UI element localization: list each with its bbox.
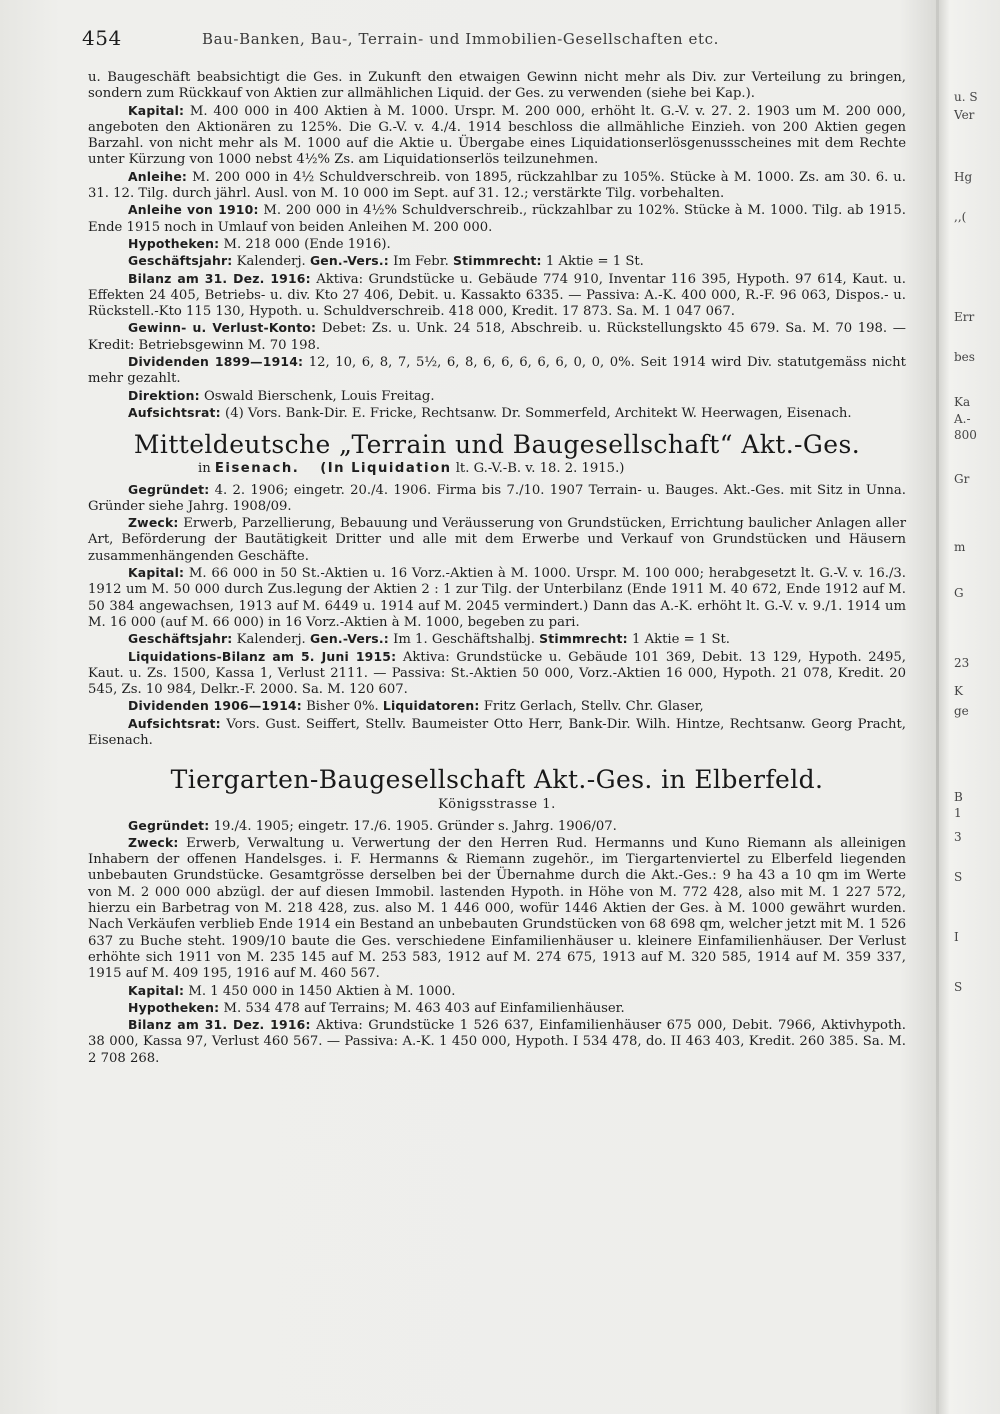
margin-fragment: S — [954, 870, 963, 884]
margin-fragment: G — [954, 586, 964, 600]
liquidation-label: (In Liquidation — [320, 461, 452, 477]
entry-text: 19./4. 1905; eingetr. 17./6. 1905. Gründer s. Jahrg. 1906/07. — [213, 818, 617, 834]
entry-text: M. 1 450 000 in 1450 Aktien à M. 1000. — [188, 983, 456, 999]
entry — [88, 354, 906, 388]
entry-text: 12, 10, 6, 8, 7, 5½, 6, 8, 6, 6, 6, 6, 6, 0, 0, 0%. Seit 1914 wird Div. statutgemäss nicht mehr gezahlt. — [88, 355, 906, 387]
entry-text: Erwerb, Parzellierung, Bebauung und Veräusserung von Grundstücken, Errichtung baulicher Anlagen aller Art, Beförderung der Bautätigkeit Dritter und alle mit dem Erwerbe und Verkauf von Grundstücken und Häusern zusammenhängenden Geschäfte. — [88, 516, 906, 564]
entry-label: Gewinn- u. Verlust-Konto: — [128, 320, 317, 336]
margin-fragment: ge — [954, 704, 969, 718]
entry-text: Aktiva: Grundstücke 1 526 637, Einfamilienhäuser 675 000, Debit. 7966, Aktivhypoth. 38 000, Kassa 97, Verlust 460 567. — Passiva: A.-K. 1 450 000, Hypoth. I 534 478, do. II 463 403, Kredit. 260 385. Sa. M. 2 708 268. — [88, 1018, 906, 1066]
entry — [88, 515, 906, 565]
entry-label: Dividenden 1899—1914: — [128, 354, 304, 370]
margin-fragment: Gr — [954, 472, 970, 486]
entry-text: Aktiva: Grundstücke u. Gebäude 101 369, Debit. 13 129, Hypoth. 2495, Kaut. u. Zs. 1500, Kassa 1, Verlust 2111. — Passiva: St.-Aktien 50 000, Vorz.-Aktien 16 000, Hypoth. 21 078, Kredit. 20 545, Zs. 10 984, Delkr.-F. 2000. Sa. M. 120 607. — [88, 649, 906, 698]
company-title-tiergarten: Tiergarten-Baugesellschaft Akt.-Ges. in Elberfeld. — [170, 765, 824, 795]
entry — [88, 482, 906, 516]
margin-fragment: B — [954, 790, 963, 804]
margin-fragment: Hg — [954, 170, 973, 184]
entry-text: Debet: Zs. u. Unk. 24 518, Abschreib. u. Rückstellungskto 45 679. Sa. M. 70 198. — Kredit: Betriebsgewinn M. 70 198. — [88, 321, 906, 353]
entry-text: Kalenderj. — [236, 632, 306, 648]
entry-label: Gegründet: — [128, 481, 210, 497]
entry — [88, 405, 906, 422]
margin-fragment: Ver — [954, 108, 975, 122]
entry-label: Dividenden 1906—1914: — [128, 698, 302, 714]
entry-label: Zweck: — [128, 834, 179, 850]
company3-entries — [88, 818, 906, 1067]
entry-label: Stimmrecht: — [453, 253, 542, 269]
entry-text: M. 200 000 in 4½ Schuldverschreib. von 1895, rückzahlbar zu 105%. Stücke à M. 1000. Zs. am 30. 6. u. 31. 12. Tilg. durch jährl. Ausl. von M. 10 000 im Sept. auf 31. 12.; verstärkte Tilg. vorbehalten. — [88, 169, 906, 202]
page-header — [82, 26, 902, 56]
section1-entries — [88, 103, 906, 423]
running-head: Bau-Banken, Bau-, Terrain- und Immobilien-Gesellschaften etc. — [202, 30, 719, 48]
company2-entries — [88, 482, 906, 750]
company-city: Eisenach. — [214, 461, 300, 477]
entry-label: Aufsichtsrat: — [128, 715, 221, 731]
entry — [88, 698, 906, 715]
entry — [88, 1017, 906, 1067]
adjacent-page-margin — [950, 70, 1000, 1400]
entry — [88, 169, 906, 203]
entry-text: Im 1. Geschäftshalbj. — [393, 632, 535, 648]
entry-label: Kapital: — [128, 982, 185, 998]
entry-label: Anleihe von 1910: — [128, 202, 259, 218]
margin-fragment: Err — [954, 310, 975, 324]
entry-label: Anleihe: — [128, 168, 188, 184]
entry-text: M. 534 478 auf Terrains; M. 463 403 auf Einfamilienhäuser. — [223, 1000, 625, 1016]
margin-fragment: S — [954, 980, 963, 994]
entry-label: Kapital: — [128, 102, 185, 118]
entry-label: Direktion: — [128, 387, 200, 403]
entry-text: Oswald Bierschenk, Louis Freitag. — [203, 388, 435, 404]
page-edge-shadow — [936, 0, 939, 1414]
margin-fragment: bes — [954, 350, 975, 364]
entry — [88, 983, 906, 1000]
entry-label: Geschäftsjahr: — [128, 253, 233, 269]
company-subtitle — [198, 461, 906, 477]
margin-fragment: u. S — [954, 90, 978, 104]
margin-fragment: ,,( — [954, 210, 967, 224]
liquidation-detail: lt. G.-V.-B. v. 18. 2. 1915.) — [455, 461, 625, 477]
margin-fragment: 3 — [954, 830, 962, 844]
margin-fragment: Ka — [954, 395, 971, 409]
entry — [88, 565, 906, 631]
entry — [88, 103, 906, 169]
entry — [88, 835, 906, 983]
entry-label: Aufsichtsrat: — [128, 404, 221, 420]
entry-text: Vors. Gust. Seiffert, Stellv. Baumeister Otto Herr, Bank-Dir. Wilh. Hintze, Rechtsanw. Georg Pracht, Eisenach. — [88, 716, 906, 748]
entry-text: M. 200 000 in 4½% Schuldverschreib., rückzahlbar zu 102%. Stücke à M. 1000. Tilg. ab 1915. Ende 1915 noch in Umlauf von beiden Anleihen M. 200 000. — [88, 203, 906, 235]
entry-label: Liquidatoren: — [382, 698, 480, 714]
entry-text: Bisher 0%. — [306, 699, 379, 715]
section-intro: u. Baugeschäft beabsichtigt die Ges. in Zukunft den etwaigen Gewinn nicht mehr als Div. zur Verteilung zu bringen, sondern zum Rückkauf von Aktien zur allmählichen Liquid. der Ges. zu verwenden (siehe bei Kap.). — [88, 70, 906, 102]
entry-text: M. 400 000 in 400 Aktien à M. 1000. Urspr. M. 200 000, erhöht lt. G.-V. v. 27. 2. 1903 um M. 200 000, angeboten den Aktionären zu 125%. Die G.-V. v. 4./4. 1914 beschloss die allmähliche Einzieh. von 200 Aktien gegen Barzahl. von nicht mehr als M. 1000 auf die Aktie u. Übergabe eines Liquidationserlösgenussscheines mit dem Rechte unter Kürzung von 1000 nebst 4½% Zs. am Liquidationserlös teilzunehmen. — [88, 103, 906, 168]
entry-label: Gen.-Vers.: — [309, 253, 389, 269]
entry-text: Aktiva: Grundstücke u. Gebäude 774 910, Inventar 116 395, Hypoth. 97 614, Kaut. u. Effekten 24 405, Betriebs- u. div. Kto 27 406, Debit. u. Kassakto 6335. — Passiva: A.-K. 400 000, R.-F. 96 063, Dispos.- u. Rückstell.-Kto 115 130, Hypoth. u. Schuldverschreib. 418 000, Kredit. 17 873. Sa. M. 1 047 067. — [88, 271, 906, 320]
entry — [88, 202, 906, 236]
entry — [88, 1000, 906, 1017]
entry — [88, 716, 906, 750]
entry — [88, 253, 906, 270]
entry-label: Gegründet: — [128, 817, 210, 833]
entry — [88, 631, 906, 648]
entry-text: 1 Aktie = 1 St. — [632, 632, 730, 648]
entry — [88, 388, 906, 405]
entry — [88, 271, 906, 321]
entry-text: M. 218 000 (Ende 1916). — [223, 236, 391, 252]
company-address: Königsstrasse 1. — [438, 797, 556, 813]
entry-text: Im Febr. — [393, 254, 449, 270]
margin-fragment: 23 — [954, 656, 970, 670]
entry-label: Liquidations-Bilanz am 5. Juni 1915: — [128, 648, 397, 664]
entry-label: Zweck: — [128, 515, 179, 531]
margin-fragment: K — [954, 684, 963, 698]
margin-fragment: m — [954, 540, 966, 554]
margin-fragment: 800 — [954, 428, 977, 442]
entry-text: (4) Vors. Bank-Dir. E. Fricke, Rechtsanw. Dr. Sommerfeld, Architekt W. Heerwagen, Eisenach. — [225, 405, 852, 421]
entry-label: Bilanz am 31. Dez. 1916: — [128, 1017, 311, 1033]
entry-text: M. 66 000 in 50 St.-Aktien u. 16 Vorz.-Aktien à M. 1000. Urspr. M. 100 000; herabgesetzt lt. G.-V. v. 16./3. 1912 um M. 50 000 durch Zus.legung der Aktien 2 : 1 zur Tilg. der Unterbilanz (Ende 1911 M. 40 672, Ende 1912 auf M. 50 384 angewachsen, 1913 auf M. 6449 u. 1914 auf M. 2045 vermindert.) Dann das A.-K. erhöht lt. G.-V. v. 9./1. 1914 um M. 16 000 (auf M. 66 000) in 16 Vorz.-Aktien à M. 1000, begeben zu pari. — [88, 566, 906, 630]
entry — [88, 649, 906, 699]
margin-fragment: A.- — [954, 412, 971, 426]
entry-label: Gen.-Vers.: — [309, 631, 389, 647]
entry-label: Bilanz am 31. Dez. 1916: — [128, 270, 311, 286]
entry — [88, 818, 906, 835]
entry-label: Geschäftsjahr: — [128, 631, 233, 647]
entry-label: Hypotheken: — [128, 235, 220, 251]
company-title-mitteldeutsche: Mitteldeutsche „Terrain und Baugesellschaft“ Akt.-Ges. — [133, 430, 861, 460]
entry-text: 1 Aktie = 1 St. — [545, 254, 644, 270]
entry — [88, 320, 906, 354]
entry-label: Kapital: — [128, 565, 185, 581]
entry — [88, 236, 906, 253]
entry-text: 4. 2. 1906; eingetr. 20./4. 1906. Firma bis 7./10. 1907 Terrain- u. Bauges. Akt.-Ges. mit Sitz in Unna. Gründer siehe Jahrg. 1908/09. — [88, 482, 906, 514]
entry-text: Erwerb, Verwaltung u. Verwertung der den Herren Rud. Hermanns und Kuno Riemann als alleinigen Inhabern der offenen Handelsges. i. F. Hermanns & Riemann zugehör., im Tiergartenviertel zu Elberfeld liegenden unbebauten Grundstücke. Gesamtgrösse derselben bei der Übernahme durch die Akt.-Ges.: 9 ha 43 a 10 qm im Werte von M. 2 000 000 abzügl. der auf diesen Immobil. lastenden Hypoth. in Höhe von M. 772 428, also mit M. 1 227 572, hierzu ein Barbetrag von M. 218 428, zus. also M. 1 446 000, wofür 1446 Aktien der Ges. à M. 1000 gewährt wurden. Nach Verkäufen verblieb Ende 1914 ein Bestand an unbebauten Grundstücken von 68 698 qm, welcher jetzt mit M. 1 526 637 zu Buche steht. 1909/10 baute die Ges. verschiedene Einfamilienhäuser u. kleinere Einfamilienhäuser. Der Verlust erhöhte sich 1911 von M. 235 145 auf M. 253 583, 1912 auf M. 274 675, 1913 auf M. 320 585, 1914 auf M. 359 337, 1915 auf M. 409 195, 1916 auf M. 460 567. — [88, 835, 906, 982]
entry-label: Hypotheken: — [128, 999, 220, 1015]
subtitle-prefix: in — [198, 461, 211, 477]
entry-text: Kalenderj. — [236, 254, 306, 270]
entry-text: Fritz Gerlach, Stellv. Chr. Glaser, — [483, 699, 704, 715]
margin-fragment: 1 — [954, 806, 962, 820]
margin-fragment: I — [954, 930, 959, 944]
page-number: 454 — [82, 26, 122, 50]
section-continued — [88, 70, 906, 1067]
entry-label: Stimmrecht: — [539, 631, 628, 647]
